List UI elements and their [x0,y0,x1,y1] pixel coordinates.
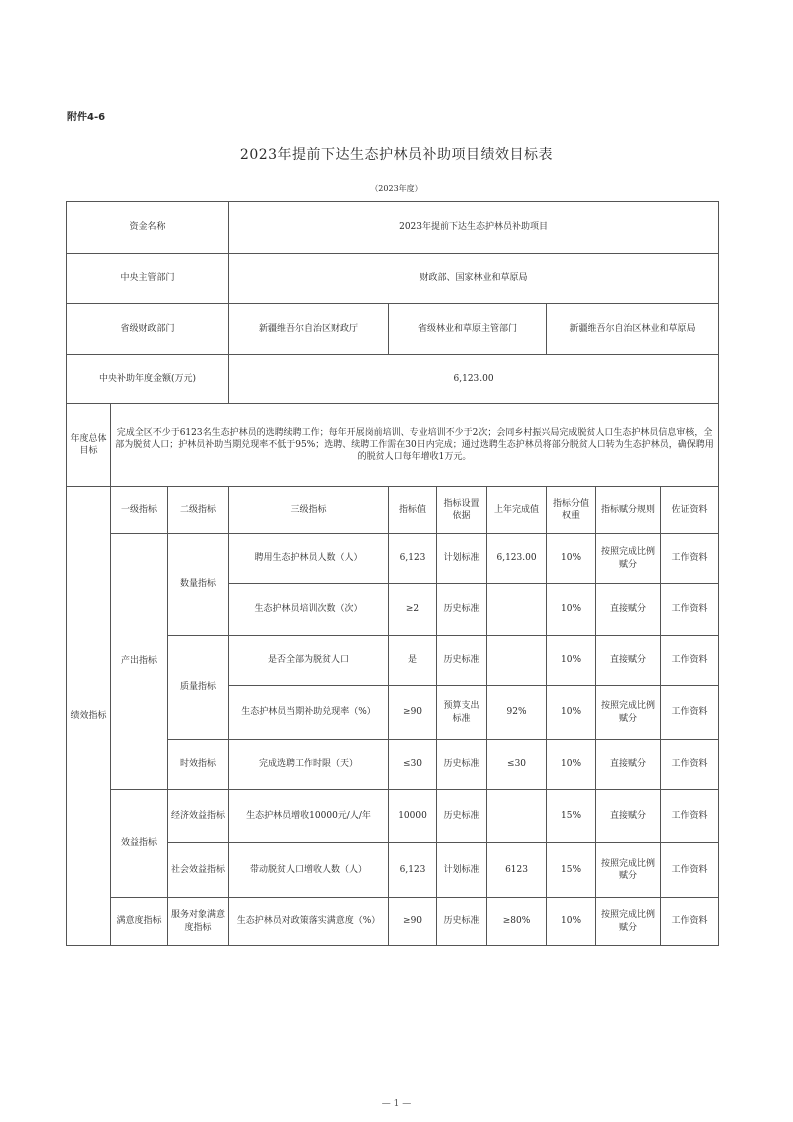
row-basis: 历史标准 [437,898,487,946]
provincial-forestry-label: 省级林业和草原主管部门 [389,304,547,355]
attachment-label: 附件4-6 [67,112,106,123]
row-last-year [487,790,547,843]
provincial-finance-value: 新疆维吾尔自治区财政厅 [229,304,389,355]
row-value: ≥90 [389,898,437,946]
row-weight: 10% [547,584,596,636]
row-indicator-name: 生态护林员增收10000元/人/年 [229,790,389,843]
header-level1: 一级指标 [111,487,168,534]
group-satisfaction: 满意度指标 [111,898,168,946]
group-output: 产出指标 [111,534,168,790]
row-weight: 10% [547,636,596,686]
header-weight: 指标分值权重 [547,487,596,534]
row-basis: 预算支出标准 [437,686,487,740]
row-last-year: 6,123.00 [487,534,547,584]
row-rule: 按照完成比例赋分 [596,534,661,584]
group-benefit: 效益指标 [111,790,168,898]
row-evidence: 工作资料 [661,843,719,898]
row-basis: 历史标准 [437,790,487,843]
row-evidence: 工作资料 [661,584,719,636]
row-last-year: 6123 [487,843,547,898]
row-indicator-name: 是否全部为脱贫人口 [229,636,389,686]
row-value: ≥90 [389,686,437,740]
performance-target-table [66,201,719,946]
table-row [67,790,719,843]
row-basis: 计划标准 [437,534,487,584]
row-rule: 按照完成比例赋分 [596,898,661,946]
table-row [67,534,719,584]
row-value: ≥2 [389,584,437,636]
row-basis: 历史标准 [437,740,487,790]
row-evidence: 工作资料 [661,790,719,843]
indicator-header-row [67,487,719,534]
row-value: ≤30 [389,740,437,790]
row-evidence: 工作资料 [661,740,719,790]
row-evidence: 工作资料 [661,898,719,946]
row-weight: 15% [547,843,596,898]
row-last-year: ≤30 [487,740,547,790]
row-last-year [487,636,547,686]
row-indicator-name: 生态护林员对政策落实满意度（%） [229,898,389,946]
header-rule: 指标赋分规则 [596,487,661,534]
header-level3: 三级指标 [229,487,389,534]
central-dept-value: 财政部、国家林业和草原局 [229,254,719,304]
row-rule: 直接赋分 [596,584,661,636]
header-evidence: 佐证资料 [661,487,719,534]
row-basis: 历史标准 [437,636,487,686]
amount-value: 6,123.00 [229,355,719,404]
row-indicator-name: 生态护林员当期补助兑现率（%） [229,686,389,740]
row-indicator-name: 聘用生态护林员人数（人） [229,534,389,584]
row-weight: 10% [547,898,596,946]
year-note: （2023年度） [370,184,423,193]
row-indicator-name: 完成选聘工作时限（天） [229,740,389,790]
row-indicator-name: 生态护林员培训次数（次） [229,584,389,636]
group-social: 社会效益指标 [168,843,229,898]
row-evidence: 工作资料 [661,534,719,584]
header-basis: 指标设置依据 [437,487,487,534]
row-last-year [487,584,547,636]
row-value: 6,123 [389,843,437,898]
fund-name-label: 资金名称 [67,202,229,254]
provincial-forestry-value: 新疆维吾尔自治区林业和草原局 [547,304,719,355]
header-level2: 二级指标 [168,487,229,534]
group-quantity: 数量指标 [168,534,229,636]
row-weight: 15% [547,790,596,843]
row-rule: 按照完成比例赋分 [596,686,661,740]
row-value: 10000 [389,790,437,843]
row-weight: 10% [547,534,596,584]
row-weight: 10% [547,686,596,740]
page-title: 2023年提前下达生态护林员补助项目绩效目标表 [239,147,554,163]
provincial-finance-label: 省级财政部门 [67,304,229,355]
amount-label: 中央补助年度金额(万元) [67,355,229,404]
row-rule: 直接赋分 [596,636,661,686]
row-evidence: 工作资料 [661,686,719,740]
fund-name-value: 2023年提前下达生态护林员补助项目 [229,202,719,254]
row-value: 6,123 [389,534,437,584]
row-rule: 按照完成比例赋分 [596,843,661,898]
header-value: 指标值 [389,487,437,534]
group-economic: 经济效益指标 [168,790,229,843]
central-dept-label: 中央主管部门 [67,254,229,304]
row-evidence: 工作资料 [661,636,719,686]
table-row [67,898,719,946]
row-rule: 直接赋分 [596,790,661,843]
group-quality: 质量指标 [168,636,229,740]
row-rule: 直接赋分 [596,740,661,790]
row-value: 是 [389,636,437,686]
page-number: — 1 — [381,1099,412,1109]
row-last-year: 92% [487,686,547,740]
row-basis: 历史标准 [437,584,487,636]
row-weight: 10% [547,740,596,790]
annual-goal-text: 完成全区不少于6123名生态护林员的选聘续聘工作；每年开展岗前培训、专业培训不少于2次；会同乡村振兴局完成脱贫人口生态护林员信息审核，全部为脱贫人口；护林员补助当期兑现率不低于95%；选聘、续聘工作需在30日内完成；通过选聘生态护林员将部分脱贫人口转为生态护林员，确保聘用的脱贫人口每年增收1万元。 [111,404,719,487]
group-timeliness: 时效指标 [168,740,229,790]
row-basis: 计划标准 [437,843,487,898]
annual-goal-label: 年度总体目标 [67,404,111,487]
group-service: 服务对象满意度指标 [168,898,229,946]
header-last-year: 上年完成值 [487,487,547,534]
row-indicator-name: 带动脱贫人口增收人数（人） [229,843,389,898]
row-last-year: ≥80% [487,898,547,946]
performance-indicator-side-label: 绩效指标 [67,487,111,946]
